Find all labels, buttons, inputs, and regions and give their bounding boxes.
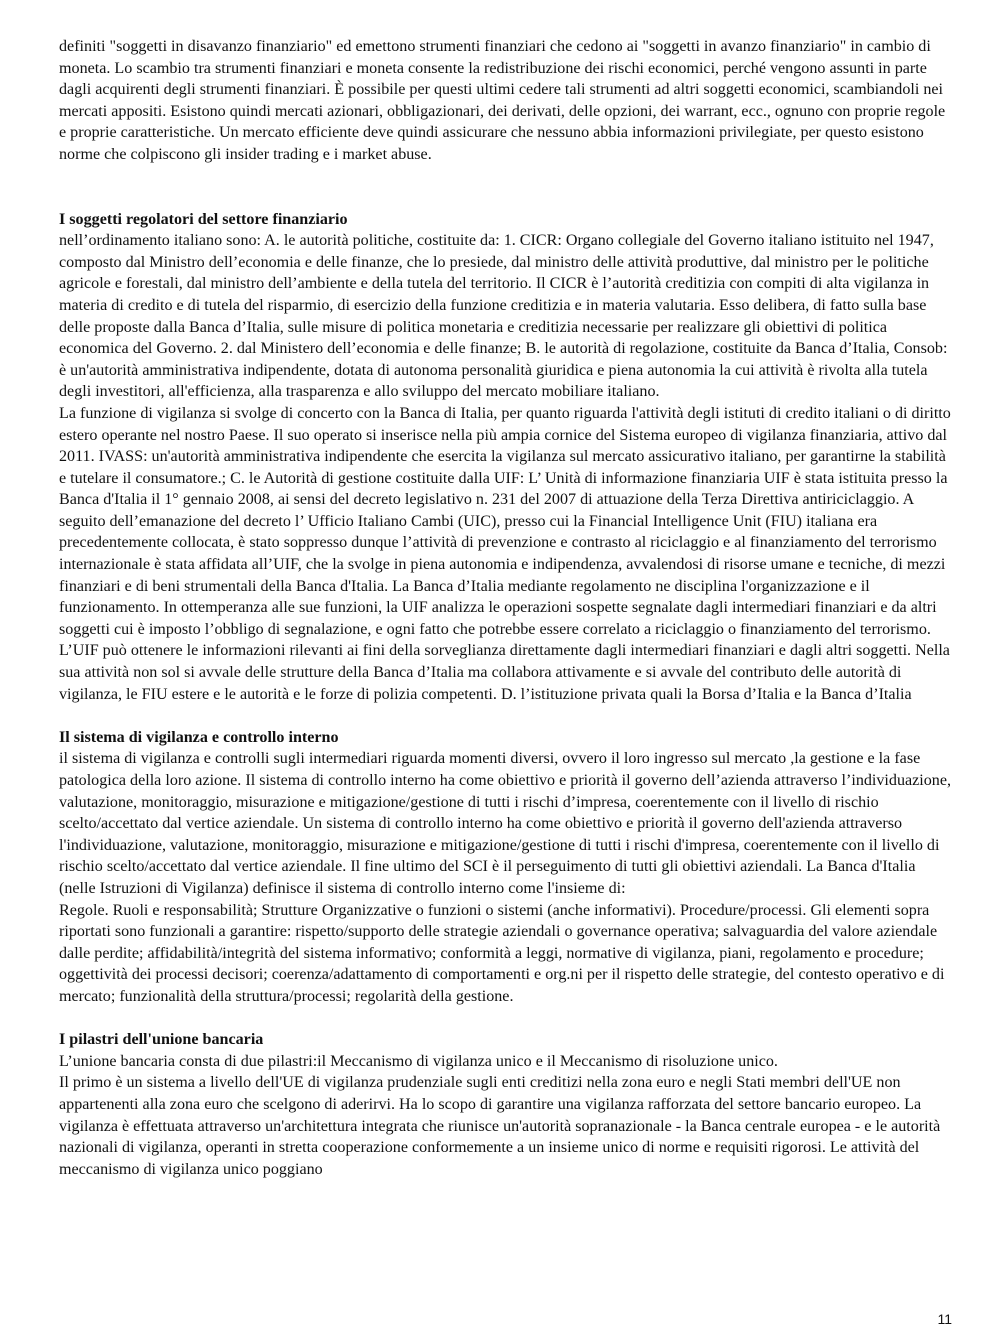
intro-paragraph: definiti "soggetti in disavanzo finanziario" ed emettono strumenti finanziari che cedono ai "soggetti in avanzo finanziario" in cambio di moneta. Lo scambio tra strumenti finanziari e moneta consente la redistribuzione dei rischi economici, perché vengono assunti in parte dagli acquirenti degli strumenti finanziari. È possibile per questi ultimi cedere tali strumenti ad altri soggetti economici, scambiandoli nei mercati appositi. Esistono quindi mercati azionari, obbligazionari, dei derivati, delle opzioni, dei warrant, ecc., ognuno con proprie regole e proprie caratteristiche. Un mercato efficiente deve quindi assicurare che nessuno abbia informazioni privilegiate, per questo esistono norme che colpiscono gli insider trading e i market abuse. [59, 38, 946, 163]
section-internal-control [59, 727, 954, 1008]
page-number: 11 [937, 1311, 952, 1327]
paragraph: La funzione di vigilanza si svolge di concerto con la Banca di Italia, per quanto riguarda l'attività degli istituti di credito italiani o di diritto estero operante nel nostro Paese. Il suo operato si inserisce nella più ampia cornice del Sistema europeo di vigilanza finanziaria, attivo dal 2011. IVASS: un'autorità amministrativa indipendente che esercita la vigilanza sul mercato assicurativo italiano, per garantirne la stabilità e tutelare il consumatore.; C. le Autorità di gestione costituite dalla UIF: L’ Unità di informazione finanziaria UIF è stata istituita presso la Banca d'Italia il 1° gennaio 2008, ai sensi del decreto legislativo n. 231 del 2007 di attuazione della Terza Direttiva antiriciclaggio. A seguito dell’emanazione del decreto l’ Ufficio Italiano Cambi (UIC), presso cui la Financial Intelligence Unit (FIU) italiana era precedentemente collocata, è stato soppresso dunque l’attività di prevenzione e contrasto al riciclaggio e al finanziamento del terrorismo internazionale è stata affidata all’UIF, che la svolge in piena autonomia e indipendenza, avvalendosi di risorse umane e tecniche, di mezzi finanziari e di beni strumentali della Banca d'Italia. La Banca d’Italia mediante regolamento ne disciplina l'organizzazione e il funzionamento. In ottemperanza alle sue funzioni, la UIF analizza le operazioni sospette segnalate dagli intermediari finanziari e da altri soggetti cui è imposto l’obbligo di segnalazione, e ogni fatto che potrebbe essere correlato a riciclaggio o finanziamento del terrorismo. L’UIF può ottenere le informazioni rilevanti ai fini della sorveglianza direttamente dagli intermediari finanziari e dagli altri soggetti. Nella sua attività non sol si avvale delle strutture della Banca d’Italia ma collabora attivamente e si avvale del contributo delle autorità di vigilanza, le FIU estere e le autorità e le forze di polizia competenti. D. l’istituzione privata quali la Borsa d’Italia e la Banca d’Italia [59, 404, 951, 703]
paragraph: il sistema di vigilanza e controlli sugli intermediari riguarda momenti diversi, ovvero il loro ingresso sul mercato ,la gestione e la fase patologica della loro azione. Il sistema di controllo interno ha come obiettivo e priorità il governo dell’azienda attraverso l’individuazione, valutazione, monitoraggio, misurazione e mitigazione/gestione di tutti i rischi d’impresa, coerentemente con il livello di rischio scelto/accettato dal vertice aziendale. Un sistema di controllo interno ha come obiettivo e priorità il governo dell'azienda attraverso l'individuazione, valutazione, monitoraggio, misurazione e mitigazione/gestione di tutti i rischi d'impresa, coerentemente con il livello di rischio scelto/accettato dal vertice aziendale. Il fine ultimo del SCI è il perseguimento di tutti gli obiettivi aziendali. La Banca d'Italia (nelle Istruzioni di Vigilanza) definisce il sistema di controllo interno come l'insieme di: [59, 750, 952, 897]
section-spacer [59, 166, 954, 209]
document-page [59, 36, 954, 1180]
section-heading: Il sistema di vigilanza e controllo interno [59, 728, 339, 746]
paragraph: Il primo è un sistema a livello dell'UE di vigilanza prudenziale sugli enti creditizi nella zona euro e negli Stati membri dell'UE non appartenenti alla zona euro che scelgono di aderirvi. Ha lo scopo di garantire una vigilanza rafforzata del settore bancario europeo. La vigilanza è effettuata attraverso un'architettura integrata che riunisce un'autorità sopranazionale - la Banca centrale europea - e le autorità nazionali di vigilanza, operanti in stretta cooperazione conformemente a un insieme unico di norme e requisiti rigorosi. Le attività del meccanismo di vigilanza unico poggiano [59, 1074, 941, 1178]
paragraph: nell’ordinamento italiano sono: A. le autorità politiche, costituite da: 1. CICR: Organo collegiale del Governo italiano istituito nel 1947, composto dal Ministro dell’economia e delle finanze, che lo presiede, dal ministro delle attività produttive, dal ministro per le politiche agricole e forestali, dal ministro dell’ambiente e della tutela del territorio. Il CICR è l’autorità creditizia con compiti di alta vigilanza in materia di credito e di tutela del risparmio, di esercizio della funzione creditizia e in materia valutaria. Esso delibera, di fatto sulla base delle proposte dalla Banca d’Italia, sulle misure di politica monetaria e creditizia necessarie per realizzare gli obiettivi di politica economica del Governo. 2. dal Ministero dell’economia e delle finanze; B. le autorità di regolazione, costituite da Banca d’Italia, Consob: è un'autorità amministrativa indipendente, dotata di autonoma personalità giuridica e piena autonomia la cui attività è rivolta alla tutela degli investitori, all'efficienza, alla trasparenza e allo sviluppo del mercato mobiliare italiano. [59, 232, 948, 401]
section-spacer [59, 1008, 954, 1030]
section-spacer [59, 705, 954, 727]
section-heading: I pilastri dell'unione bancaria [59, 1031, 264, 1049]
paragraph: Regole. Ruoli e responsabilità; Strutture Organizzative o funzioni o sistemi (anche informativi). Procedure/processi. Gli elementi sopra riportati sono funzionali a garantire: rispetto/supporto delle strategie aziendali o governance operativa; salvaguardia del valore aziendale dalle perdite; affidabilità/integrità del sistema informativo; conformità a leggi, normative di vigilanza, piani, regolamento e procedure; oggettività dei processi decisori; coerenza/adattamento di comportamenti e org.ni per il rispetto delle strategie, del contesto operativo e di mercato; funzionalità della struttura/processi; regolarità della gestione. [59, 901, 945, 1005]
paragraph: L’unione bancaria consta di due pilastri:il Meccanismo di vigilanza unico e il Meccanismo di risoluzione unico. [59, 1052, 778, 1070]
section-heading: I soggetti regolatori del settore finanziario [59, 210, 348, 228]
section-regulators [59, 209, 954, 706]
section-banking-union [59, 1029, 954, 1180]
